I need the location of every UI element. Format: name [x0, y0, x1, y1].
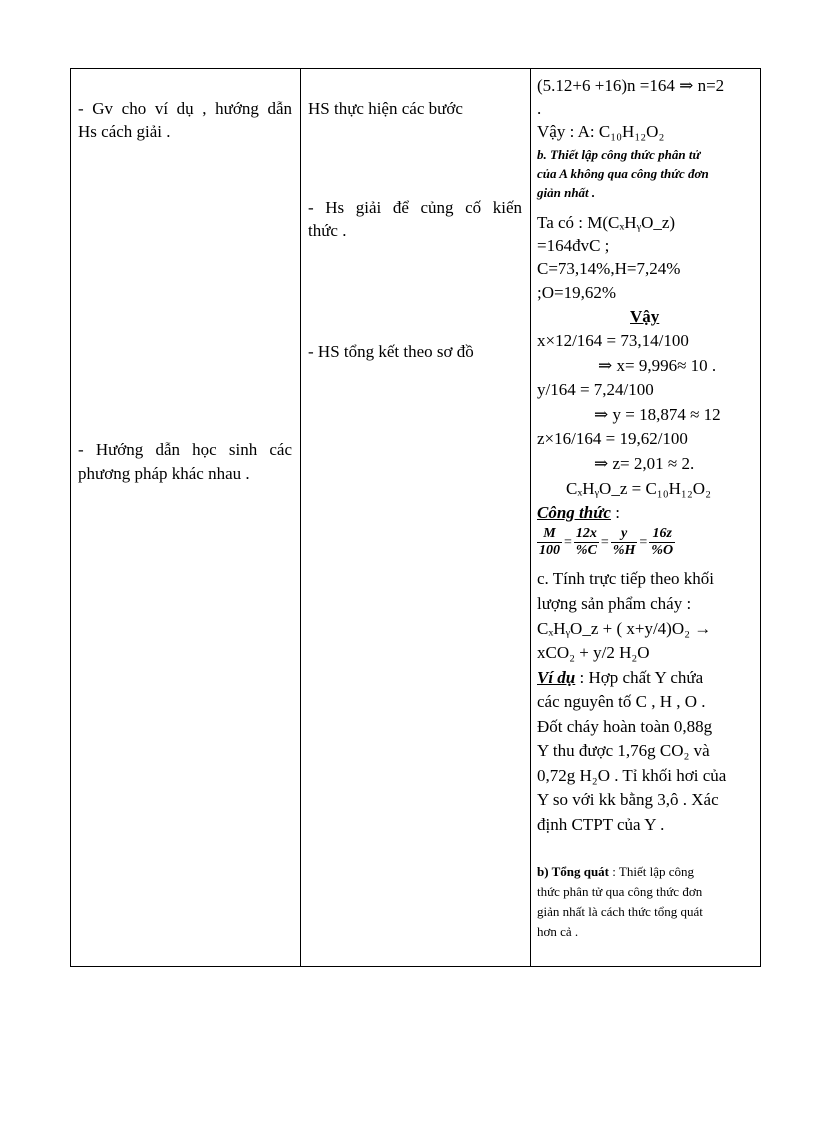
ratio-formula [537, 526, 675, 559]
tong-quat-line [537, 863, 694, 880]
teacher-activity-1-line2: Hs cách giải . [78, 122, 171, 141]
content-line: z×16/164 = 19,62/100 [537, 429, 688, 448]
equals-sign: = [564, 534, 572, 550]
content-line: x×12/164 = 73,14/100 [537, 331, 689, 350]
column-divider-1 [300, 68, 301, 967]
content-line: 0,72g H₂O . Tỉ khối hơi của [537, 766, 727, 785]
fraction-denominator: %C [575, 543, 597, 558]
content-line: ⇒ z= 2,01 ≈ 2. [594, 454, 695, 473]
equals-sign: = [639, 534, 648, 550]
tong-quat-heading: b) Tổng quát [537, 864, 610, 879]
section-b-heading-line3: giản nhất . [537, 185, 596, 200]
content-line: CₓHᵧO_z = C₁₀H₁₂O₂ [566, 479, 711, 498]
student-activity-2-line1: - Hs giải để củng cố kiến [308, 198, 522, 217]
vay-heading: Vậy [630, 307, 660, 326]
fraction-numerator: 16z [649, 526, 675, 543]
section-c-heading: c. Tính trực tiếp theo khối [537, 569, 714, 588]
reaction-equation-line1: CₓHᵧO_z + ( x+y/4)O₂ → [537, 619, 712, 638]
cong-thuc-heading: Công thức [537, 503, 611, 522]
teacher-activity-1-line1: - Gv cho ví dụ , hướng dẫn [78, 99, 292, 118]
content-line: C=73,14%,H=7,24% [537, 259, 681, 278]
table-bottom-border [70, 966, 760, 967]
content-line: thức phân tử qua công thức đơn [537, 884, 703, 899]
content-line: =164đvC ; [537, 236, 610, 255]
cong-thuc-colon: : [610, 503, 620, 522]
content-line: . [537, 99, 542, 118]
student-activity-3: - HS tổng kết theo sơ đồ [308, 342, 474, 361]
content-line: Vậy : A: C₁₀H₁₂O₂ [537, 122, 665, 141]
cong-thuc-label [537, 503, 620, 523]
content-line: ⇒ x= 9,996≈ 10 . [598, 356, 717, 375]
fraction-numerator: y [611, 526, 638, 543]
content-line: Y so với kk bằng 3,ô . Xác [537, 790, 719, 809]
content-line: định CTPT của Y . [537, 815, 665, 834]
table-left-border [70, 68, 71, 967]
fraction [611, 526, 638, 559]
teacher-activity-2-line2: phương pháp khác nhau . [78, 464, 250, 483]
student-activity-2-line2: thức . [308, 221, 347, 240]
content-line: (5.12+6 +16)n =164 ⇒ n=2 [537, 76, 725, 95]
content-line: hơn cả . [537, 924, 579, 939]
section-b-heading-line2: của A không qua công thức đơn [537, 166, 709, 181]
fraction-denominator: %O [651, 543, 674, 558]
fraction [574, 526, 599, 559]
example-text: : Hợp chất Y chứa [575, 668, 704, 687]
content-line: Y thu được 1,76g CO₂ và [537, 741, 710, 760]
content-line: Ta có : M(CₓHᵧO_z) [537, 213, 676, 232]
fraction-denominator: %H [612, 543, 636, 558]
example-line [537, 668, 703, 688]
fraction-numerator: M [537, 526, 562, 543]
table-top-border [70, 68, 760, 69]
content-line: y/164 = 7,24/100 [537, 380, 654, 399]
content-line: ⇒ y = 18,874 ≈ 12 [594, 405, 721, 424]
equals-sign: = [600, 534, 609, 550]
example-heading: Ví dụ [537, 668, 576, 687]
table-right-border [760, 68, 761, 967]
content-line: Đốt cháy hoàn toàn 0,88g [537, 717, 713, 736]
student-activity-1: HS thực hiện các bước [308, 99, 463, 118]
content-line: lượng sản phẩm cháy : [537, 594, 692, 613]
reaction-equation-line2: xCO₂ + y/2 H₂O [537, 643, 650, 662]
column-divider-2 [530, 68, 531, 967]
fraction [649, 526, 675, 559]
content-line: ;O=19,62% [537, 283, 616, 302]
teacher-activity-2-line1: - Hướng dẫn học sinh các [78, 440, 292, 459]
content-line: giản nhất là cách thức tổng quát [537, 904, 703, 919]
section-b-heading-line1: b. Thiết lập công thức phân tử [537, 147, 701, 162]
content-line: các nguyên tố C , H , O . [537, 692, 706, 711]
fraction [537, 526, 562, 559]
fraction-denominator: 100 [539, 543, 560, 558]
tong-quat-text: : Thiết lập công [609, 864, 694, 879]
fraction-numerator: 12x [575, 526, 597, 541]
